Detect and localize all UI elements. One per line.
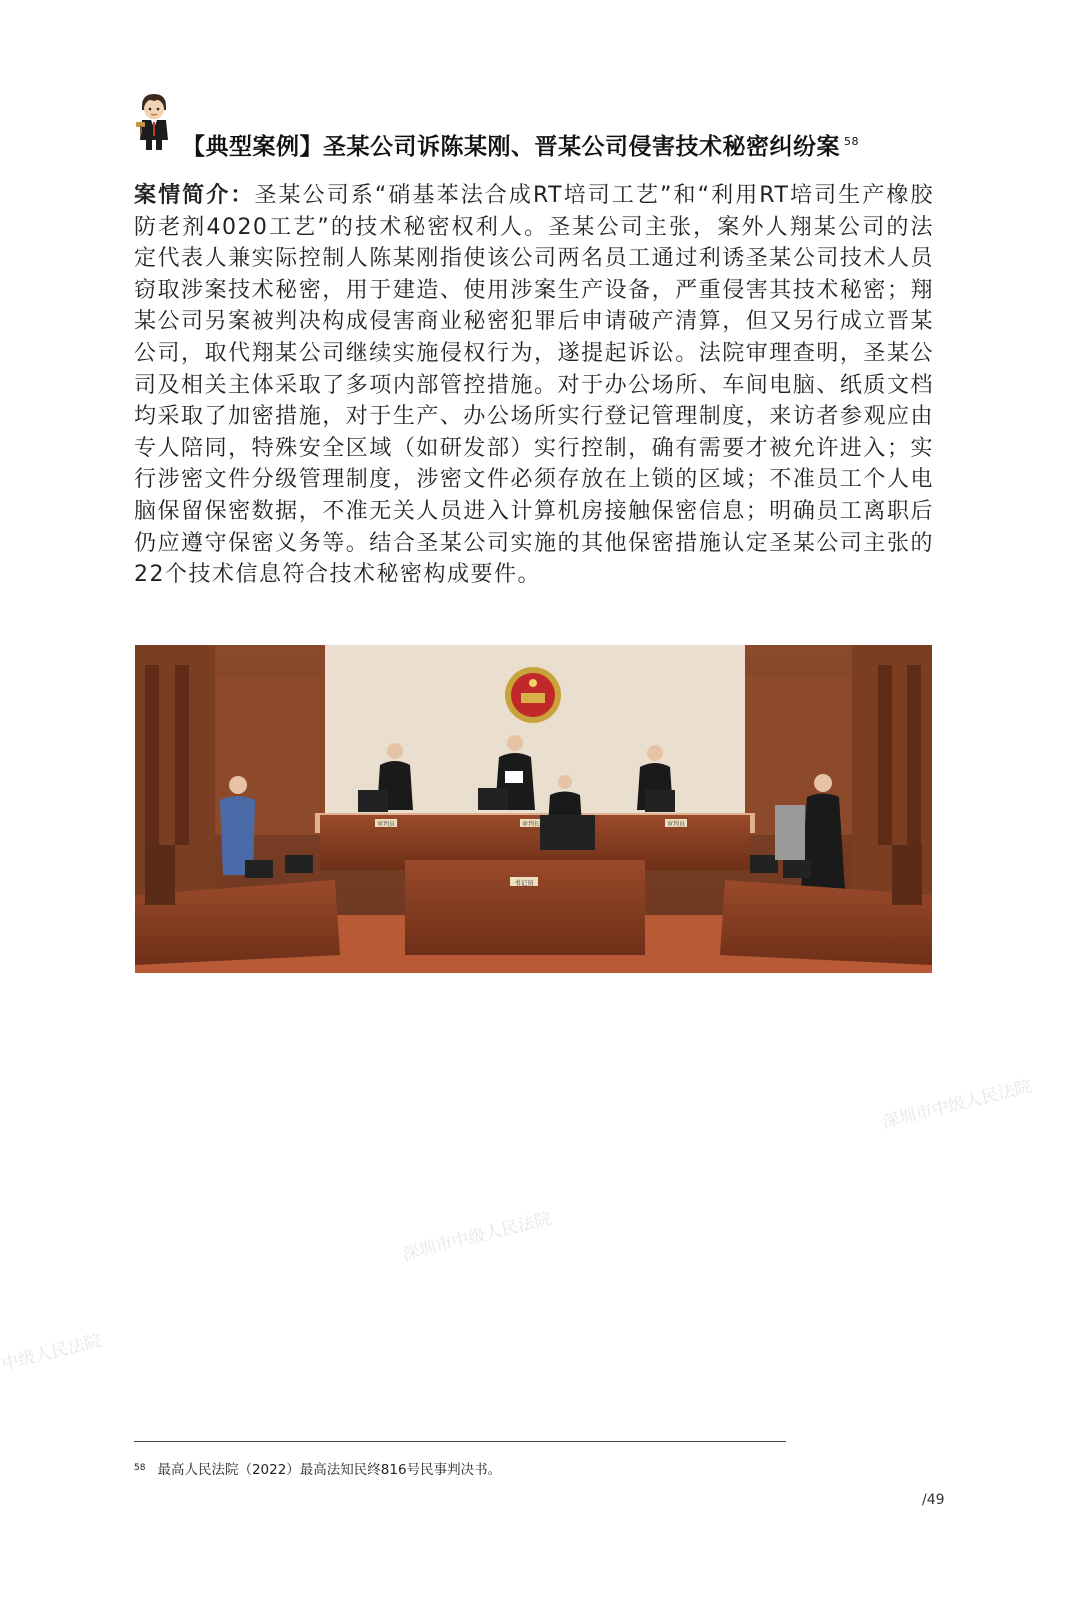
footnote — [134, 1458, 501, 1478]
footnote-number: 58 — [134, 1463, 146, 1473]
watermark-1: 深圳市中级人民法院 — [880, 1076, 1034, 1134]
footnote-divider — [134, 1441, 786, 1442]
case-summary-text: 圣某公司系“硝基苯法合成RT培司工艺”和“利用RT培司生产橡胶防老剂4020工艺”的技术秘密权利人。圣某公司主张，案外人翔某公司的法定代表人兼实际控制人陈某刚指使该公司两名员工通过利诱圣某公司技术人员窃取涉案技术秘密，用于建造、使用涉案生产设备，严重侵害其技术秘密；翔某公司另案被判决构成侵害商业秘密犯罪后申请破产清算，但又另行成立晋某公司，取代翔某公司继续实施侵权行为，遂提起诉讼。法院审理查明，圣某公司及相关主体采取了多项内部管控措施。对于办公场所、车间电脑、纸质文档均采取了加密措施，对于生产、办公场所实行登记管理制度，来访者参观应由专人陪同，特殊安全区域（如研发部）实行控制，确有需要才被允许进入；实行涉密文件分级管理制度，涉密文件必须存放在上锁的区域；不准员工个人电脑保留保密数据，不准无关人员进入计算机房接触保密信息；明确员工离职后仍应遵守保密义务等。结合圣某公司实施的其他保密措施认定圣某公司主张的22个技术信息符合技术秘密构成要件。 — [134, 183, 934, 588]
footnote-text: 最高人民法院（2022）最高法知民终816号民事判决书。 — [157, 1462, 502, 1478]
case-summary-lead: 案情简介： — [134, 183, 255, 208]
page-number: /49 — [922, 1492, 945, 1508]
national-emblem-icon — [505, 667, 561, 723]
watermark-2: 深圳市中级人民法院 — [400, 1208, 554, 1266]
desk-label-center-judge: 审判长 — [521, 821, 541, 828]
case-summary — [134, 180, 934, 591]
case-title — [182, 128, 859, 161]
desk-label-right-judge: 审判员 — [666, 821, 686, 828]
case-title-footnote-ref: 58 — [844, 135, 859, 149]
desk-label-left-judge: 审判员 — [376, 821, 396, 828]
judge-avatar-icon — [134, 92, 174, 152]
case-title-text: 【典型案例】圣某公司诉陈某刚、晋某公司侵害技术秘密纠纷案 — [182, 134, 840, 160]
desk-label-clerk: 书记员 — [514, 879, 534, 887]
courtroom-photo — [135, 645, 932, 973]
watermark-3: 中级人民法院 — [0, 1330, 104, 1375]
